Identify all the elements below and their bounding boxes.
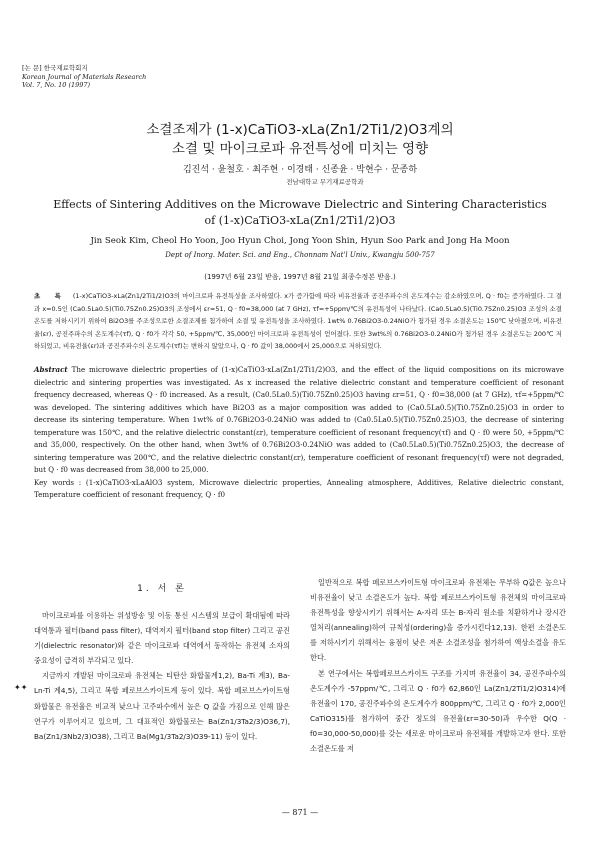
abstract-english [34,364,564,502]
abstract-english-text: The microwave dielectric properties of (1-x)CaTiO3-xLa(Zn1/2Ti1/2)O3, and the effect of the liquid compositions on its microwave dielectric and sintering properties was investigated. As x increased the relative dielectric constant and temperature coefficient of resonant frequency decreased, whereas Q · f0 increased. As a result, (Ca0.5La0.5)(Ti0.75Zn0.25)O3 having εr=51, Q · f0=38,000 (at 7 GHz), τf=+5ppm/℃ was developed. The sintering additives which have Bi2O3 as a major composition was added to (Ca0.5La0.5)(Ti0.75Zn0.25)O3 in order to decrease its sintering temperature. When 1wt% of 0.76Bi2O3-0.24NiO was added to (Ca0.5La0.5)(Ti0.75Zn0.25)O3, the decrease of sintering temperature was 150℃, and the relative dielectric constant(εr), temperature coefficient of resonant frequency(τf) and Q · f0 were 50, +5ppm/℃ and 35,000, respectively. On the other hand, when 3wt% of 0.76Bi2O3-0.24NiO was added to (Ca0.5La0.5)(Ti0.75Zn0.25)O3, the decrease of sintering temperature was 200℃, and the relative dielectric constant(εr), temperature coefficient of resonant frequency(τf) were not degraded, but Q · f0 was decreased from 38,000 to 25,000. [34,365,564,474]
journal-name-en: Korean Journal of Materials Research [22,72,147,81]
title-ko-line2: 소결 및 마이크로파 유전특성에 미치는 영향 [171,141,429,157]
title-ko-line1: 소결조제가 (1-x)CaTiO3-xLa(Zn1/2Ti1/2)O3계의 [146,122,454,138]
intro-paragraph-3: 일반적으로 복합 페로브스카이트형 마이크로파 유전체는 무부하 Q값은 높으나 비유전율이 낮고 소결온도가 높다. 복합 페로브스카이트형 유전체의 마이크로파 유전특성을 향상시키기 위해서는 A-자리 또는 B-자리 원소를 치환하거나 장시간 열처리(annealing)하여 규칙성(ordering)을 증가시킨다12,13). 한편 소결온도를 저하시키기 위해서는 융점이 낮은 저온 소결조성을 첨가하여 액상소결을 유도한다. [310,578,566,663]
received-dates: (1997년 6월 23일 받음, 1997년 8월 21일 최종수정본 받음.) [204,273,396,281]
abstract-korean-label: 초 록 [34,292,67,300]
intro-paragraph-1: 마이크로파를 이용하는 위성방송 및 이동 통신 시스템의 보급이 확대됨에 따라 대역통과 필터(band pass filter), 대역저지 필터(band stop filter) 그리고 공진기(dielectric resonator)와 같은 마이크로파 대역에서 동작하는 유전체 소자의 중요성이 급격히 부각되고 있다. [34,611,290,666]
abstract-english-label: Abstract [34,365,68,374]
abstract-korean [34,290,562,353]
intro-paragraph-4: 본 연구에서는 복합페로브스카이트 구조를 가지며 유전율이 34, 공진주파수의 온도계수가 -57ppm/℃, 그리고 Q · f0가 62,860인 La(Zn1/2Ti1/2)O314)에 유전율이 170, 공진주파수의 온도계수가 800ppm/℃, 그리고 Q · f0가 2,000인 CaTiO315)를 첨가하여 중간 정도의 유전율(εr=30-50)과 우수한 Q(Q · f0=30,000-50,000)를 갖는 새로운 마이크로파 유전체를 개발하고자 한다. 또한 소결온도를 저 [310,668,566,754]
affiliation-korean: 전남대학교 무기재료공학과 [286,178,364,186]
paper-title-english [0,197,600,229]
section-heading-introduction: 1. 서 론 [137,584,187,594]
keywords: Key words : (1-x)CaTiO3-xLaAlO3 system, Microwave dielectric properties, Annealing atmosphere, Additives, Relative dielectric constant, Temperature coefficient of resonant frequency, Q · f0 [34,477,564,499]
page-number: — 871 — [281,808,319,817]
journal-header [22,64,146,90]
margin-mark: ✦✦ [14,683,28,692]
authors-english: Jin Seok Kim, Cheol Ho Yoon, Joo Hyun Choi, Jong Yoon Shin, Hyun Soo Park and Jong Ha Moon [90,236,510,246]
journal-name-ko: [논 문] 한국재료학회지 [22,64,88,72]
paper-title-korean [0,121,600,159]
department-english: Dept of Inorg. Mater. Sci. and Eng., Chonnam Nat'l Univ., Kwangju 500-757 [165,251,435,259]
journal-volume: Vol. 7, No. 10 (1997) [22,81,91,90]
authors-korean: 김진석 · 윤철호 · 최주현 · 이경태 · 신종윤 · 박현수 · 문종하 [182,165,418,175]
abstract-korean-text: (1-x)CaTiO3-xLa(Zn1/2Ti1/2)O3의 마이크로파 유전특성을 조사하였다. x가 증가함에 따라 비유전율과 공진주파수의 온도계수는 감소하였으며, Q · f0는 증가하였다. 그 결과 x=0.5인 (Ca0.5La0.5)(Ti0.75Zn0.25)O3의 조성에서 εr=51, Q · f0=38,000 (at 7 GHz), τf=+5ppm/℃의 유전특성이 나타났다. (Ca0.5La0.5)(Ti0.75Zn0.25)O3 조성의 소결온도를 저하시키기 위하여 Bi2O3를 주조성으로한 소결조제를 첨가하여 소결 및 유전특성을 조사하였다. 1wt% 0.76Bi2O3-0.24NiO가 첨가된 경우 소결온도는 150℃ 낮아졌으며, 비유전율(εr), 공진주파수의 온도계수(τf), Q · f0가 각각 50, +5ppm/℃, 35,000인 마이크로파 유전특성이 얻어졌다. 또한 3wt%의 0.76Bi2O3-0.24NiO가 첨가된 경우 소결온도는 200℃ 저하되었고, 비유전율(εr)과 공진주파수의 온도계수(τf)는 변하지 않았으나, Q · f0 값이 38,000에서 25,000으로 저하되었다. [34,292,562,351]
intro-paragraph-2: 지금까지 개발된 마이크로파 유전체는 티탄산 화합물계1,2), Ba-Ti 계3), Ba-Ln-Ti 계4,5), 그리고 복합 페로브스카이트계 등이 있다. 복합 페로브스카이트형 화합물은 유전율은 비교적 낮으나 고주파수에서 높은 Q 값을 가짐으로 인해 많은 연구가 이루어지고 있으며, 그 대표적인 화합물로는 Ba(Zn1/3Ta2/3)O36,7), Ba(Zn1/3Nb2/3)O38), 그리고 Ba(Mg1/3Ta2/3)O39-11) 등이 있다. [34,671,290,741]
left-column [34,608,290,744]
title-en-line1: Effects of Sintering Additives on the Microwave Dielectric and Sintering Characteristics [53,198,547,211]
title-en-line2: of (1-x)CaTiO3-xLa(Zn1/2Ti1/2)O3 [204,214,396,227]
right-column [310,575,566,756]
